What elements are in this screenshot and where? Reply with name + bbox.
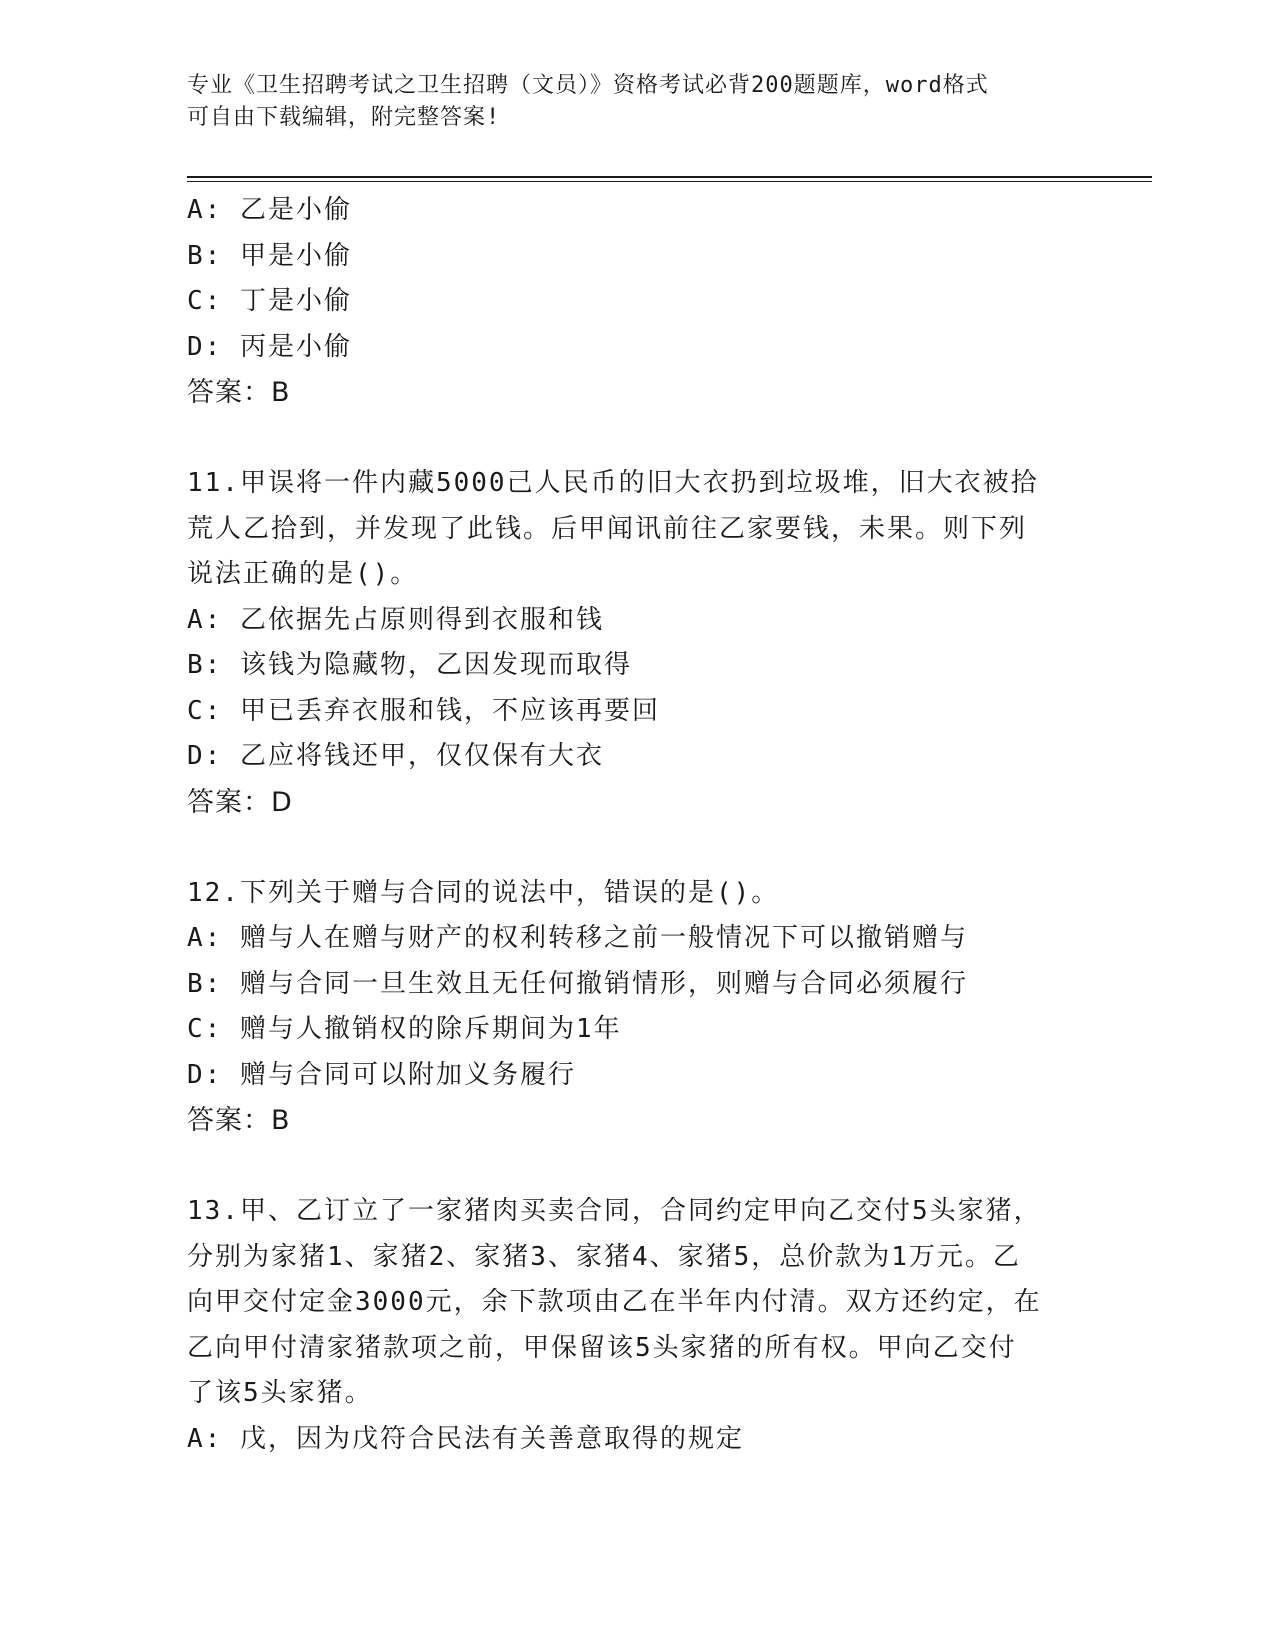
- question-10: [187, 188, 1087, 416]
- question-stem: 11.甲误将一件内藏5000己人民币的旧大衣扔到垃圾堆，旧大衣被拾: [187, 468, 1039, 498]
- question-stem: 分别为家猪1、家猪2、家猪3、家猪4、家猪5，总价款为1万元。乙: [187, 1241, 1021, 1272]
- question-11: [187, 461, 1087, 825]
- document-header: [187, 70, 1087, 134]
- question-stem: 乙向甲付清家猪款项之前，甲保留该5头家猪的所有权。甲向乙交付: [187, 1332, 1017, 1363]
- option-b: B: 甲是小偷: [187, 240, 352, 271]
- option-d: D: 丙是小偷: [187, 331, 352, 362]
- question-stem: 了该5头家猪。: [187, 1378, 373, 1408]
- option-d: D: 乙应将钱还甲，仅仅保有大衣: [187, 741, 604, 771]
- option-a: A: 赠与人在赠与财产的权利转移之前一般情况下可以撤销赠与: [187, 923, 968, 953]
- question-list: [187, 188, 1087, 1462]
- answer-line: 答案：B: [187, 1105, 291, 1136]
- question-13: [187, 1189, 1087, 1462]
- spacer: [187, 416, 1087, 462]
- question-stem: 12.下列关于赠与合同的说法中，错误的是()。: [187, 877, 780, 908]
- spacer: [187, 825, 1087, 871]
- question-stem: 13.甲、乙订立了一家猪肉买卖合同，合同约定甲向乙交付5头家猪，: [187, 1196, 1042, 1226]
- question-stem: 说法正确的是()。: [187, 559, 419, 589]
- answer-line: 答案：B: [187, 377, 291, 408]
- header-line-1: 专业《卫生招聘考试之卫生招聘（文员）》资格考试必背200题题库，word格式: [187, 73, 989, 98]
- answer-line: 答案：D: [187, 786, 293, 818]
- header-rule-thick: [187, 176, 1152, 178]
- option-b: B: 赠与合同一旦生效且无任何撤销情形，则赠与合同必须履行: [187, 968, 968, 999]
- question-12: [187, 871, 1087, 1144]
- header-line-2: 可自由下载编辑，附完整答案!: [187, 105, 501, 130]
- option-c: C: 赠与人撤销权的除斥期间为1年: [187, 1014, 622, 1044]
- question-stem: 荒人乙拾到，并发现了此钱。后甲闻讯前往乙家要钱，未果。则下列: [187, 513, 1028, 544]
- option-c: C: 甲已丢弃衣服和钱，不应该再要回: [187, 695, 660, 726]
- option-b: B: 该钱为隐藏物，乙因发现而取得: [187, 650, 632, 680]
- option-d: D: 赠与合同可以附加义务履行: [187, 1059, 576, 1090]
- question-stem: 向甲交付定金3000元，余下款项由乙在半年内付清。双方还约定，在: [187, 1287, 1042, 1317]
- option-a: A: 乙依据先占原则得到衣服和钱: [187, 604, 604, 635]
- option-a: A: 乙是小偷: [187, 195, 352, 225]
- spacer: [187, 1144, 1087, 1190]
- header-rule-thin: [187, 181, 1152, 182]
- option-c: C: 丁是小偷: [187, 286, 352, 316]
- option-a: A: 戊，因为戊符合民法有关善意取得的规定: [187, 1423, 744, 1454]
